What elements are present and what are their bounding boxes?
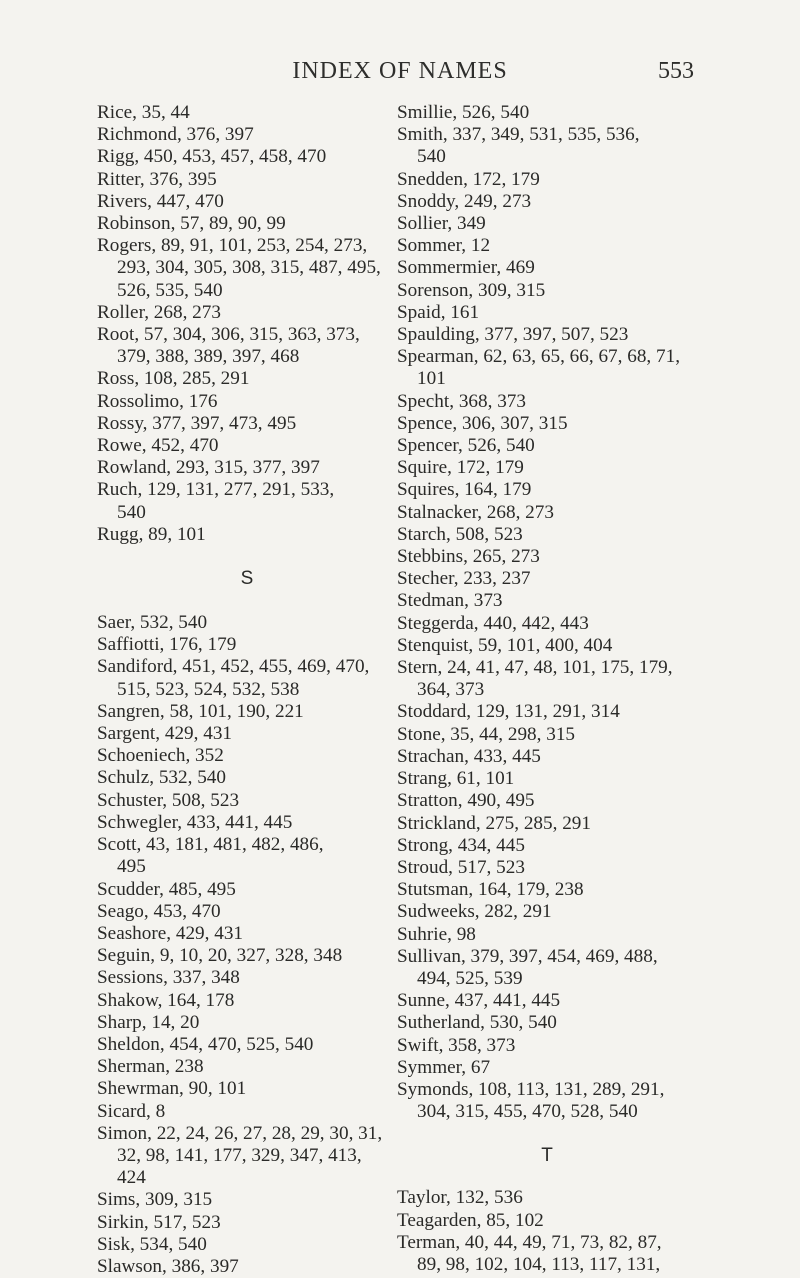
index-entry <box>97 1234 427 1256</box>
entry-text: Sandiford, 451, 452, 455, 469, 470, <box>97 656 370 678</box>
running-head: INDEX OF NAMES <box>292 58 508 84</box>
entry-text: Sollier, 349 <box>397 213 486 235</box>
index-entry <box>97 1078 427 1100</box>
index-entry <box>97 146 427 168</box>
index-entry <box>397 391 737 413</box>
index-entry <box>397 546 737 568</box>
entry-text: Sims, 309, 315 <box>97 1189 213 1211</box>
page-header <box>0 58 800 90</box>
entry-text: Snoddy, 249, 273 <box>397 190 532 212</box>
index-entry <box>97 1212 427 1234</box>
entry-continuation: 540 <box>117 501 146 523</box>
index-entry <box>397 1187 737 1209</box>
entry-text: Starch, 508, 523 <box>397 523 523 545</box>
entry-text: Sorenson, 309, 315 <box>397 279 546 301</box>
entry-text: Rogers, 89, 91, 101, 253, 254, 273, <box>97 235 368 257</box>
index-entry <box>97 923 427 945</box>
index-entry <box>97 435 427 457</box>
entry-text: Saffiotti, 176, 179 <box>97 634 237 656</box>
index-entry <box>397 1079 737 1123</box>
entry-text: Spaid, 161 <box>397 301 480 323</box>
entry-text: Seashore, 429, 431 <box>97 922 244 944</box>
entry-text: Root, 57, 304, 306, 315, 363, 373, <box>97 324 360 346</box>
entry-text: Sherman, 238 <box>97 1056 204 1078</box>
entry-text: Strang, 61, 101 <box>397 768 515 790</box>
entry-text: Spearman, 62, 63, 65, 66, 67, 68, 71, <box>397 346 680 368</box>
index-entry <box>97 368 427 390</box>
index-column-left <box>97 102 427 1278</box>
index-entry <box>97 1012 427 1034</box>
index-entry <box>97 1189 427 1211</box>
entry-text: Sunne, 437, 441, 445 <box>397 990 561 1012</box>
index-entry <box>97 767 427 789</box>
index-entry <box>397 1035 737 1057</box>
entry-text: Smith, 337, 349, 531, 535, 536, <box>397 124 640 146</box>
index-entry <box>397 879 737 901</box>
index-entry <box>397 435 737 457</box>
index-entry <box>97 235 427 302</box>
index-entry <box>97 1101 427 1123</box>
entry-text: Simon, 22, 24, 26, 27, 28, 29, 30, 31, <box>97 1122 383 1144</box>
index-entry <box>397 946 737 990</box>
entry-text: Taylor, 132, 536 <box>397 1187 523 1209</box>
index-entry <box>397 924 737 946</box>
entry-text: Sommermier, 469 <box>397 257 535 279</box>
index-entry <box>397 302 737 324</box>
index-entry <box>97 723 427 745</box>
entry-text: Schulz, 532, 540 <box>97 767 226 789</box>
entry-continuation: 304, 315, 455, 470, 528, 540 <box>417 1101 638 1123</box>
entry-text: Strachan, 433, 445 <box>397 745 541 767</box>
index-entry <box>97 324 427 368</box>
entry-text: Steggerda, 440, 442, 443 <box>397 612 589 634</box>
entry-continuation: 495 <box>117 856 146 878</box>
entry-text: Saer, 532, 540 <box>97 612 208 634</box>
entry-continuation: 293, 304, 305, 308, 315, 487, 495, <box>117 257 381 279</box>
index-entry <box>97 391 427 413</box>
entry-text: Strong, 434, 445 <box>397 834 525 856</box>
entry-text: Sessions, 337, 348 <box>97 967 240 989</box>
index-entry <box>397 102 737 124</box>
index-entry <box>397 235 737 257</box>
entry-text: Slawson, 386, 397 <box>97 1255 239 1277</box>
entry-text: Scudder, 485, 495 <box>97 878 236 900</box>
index-entry <box>97 790 427 812</box>
entry-text: Stutsman, 164, 179, 238 <box>397 879 584 901</box>
index-entry <box>397 724 737 746</box>
index-entry <box>97 124 427 146</box>
index-entry <box>397 635 737 657</box>
entry-text: Ross, 108, 285, 291 <box>97 368 250 390</box>
entry-text: Shakow, 164, 178 <box>97 989 235 1011</box>
index-entry <box>397 813 737 835</box>
entry-text: Rice, 35, 44 <box>97 102 190 123</box>
entry-text: Squire, 172, 179 <box>397 457 524 479</box>
entry-text: Symmer, 67 <box>397 1056 491 1078</box>
page-number: 553 <box>658 58 694 84</box>
index-entry <box>397 835 737 857</box>
index-entry <box>97 413 427 435</box>
entry-continuation: 424 <box>117 1167 146 1189</box>
entry-text: Stedman, 373 <box>397 590 503 612</box>
index-entry <box>397 568 737 590</box>
index-entry <box>397 280 737 302</box>
index-entry <box>397 502 737 524</box>
entry-text: Schoeniech, 352 <box>97 745 224 767</box>
entry-text: Snedden, 172, 179 <box>397 168 540 190</box>
index-entry <box>97 745 427 767</box>
index-entry <box>397 1012 737 1034</box>
entry-continuation: 540 <box>417 146 446 168</box>
entry-text: Specht, 368, 373 <box>397 390 526 412</box>
index-entry <box>97 812 427 834</box>
entry-text: Sisk, 534, 540 <box>97 1233 207 1255</box>
index-entry <box>97 879 427 901</box>
section-letter: S <box>240 568 254 590</box>
index-entry <box>97 612 427 634</box>
entry-text: Sheldon, 454, 470, 525, 540 <box>97 1033 314 1055</box>
entry-text: Spaulding, 377, 397, 507, 523 <box>397 324 629 346</box>
entry-text: Strickland, 275, 285, 291 <box>397 812 591 834</box>
index-entry <box>97 834 427 878</box>
entry-text: Spence, 306, 307, 315 <box>397 412 568 434</box>
index-entry <box>397 790 737 812</box>
entry-text: Seago, 453, 470 <box>97 900 221 922</box>
entry-text: Scott, 43, 181, 481, 482, 486, <box>97 834 324 856</box>
entry-text: Schwegler, 433, 441, 445 <box>97 811 293 833</box>
entry-text: Sangren, 58, 101, 190, 221 <box>97 700 304 722</box>
index-entry <box>397 590 737 612</box>
index-entry <box>97 524 427 546</box>
index-entry <box>397 990 737 1012</box>
index-entry <box>397 1232 737 1276</box>
entry-text: Stenquist, 59, 101, 400, 404 <box>397 634 613 656</box>
entry-text: Stalnacker, 268, 273 <box>397 501 554 523</box>
entry-continuation: 364, 373 <box>417 679 485 701</box>
entry-continuation: 32, 98, 141, 177, 329, 347, 413, <box>117 1144 362 1166</box>
index-entry <box>97 102 427 124</box>
index-entry <box>97 1123 427 1190</box>
index-entry <box>397 768 737 790</box>
index-entry <box>97 213 427 235</box>
entry-text: Rowland, 293, 315, 377, 397 <box>97 457 320 479</box>
index-entry <box>397 657 737 701</box>
entry-text: Squires, 164, 179 <box>397 479 532 501</box>
entry-continuation: 494, 525, 539 <box>417 967 523 989</box>
index-entry <box>397 413 737 435</box>
entry-continuation: 526, 535, 540 <box>117 279 223 301</box>
entry-text: Rossolimo, 176 <box>97 390 218 412</box>
entry-text: Sirkin, 517, 523 <box>97 1211 221 1233</box>
entry-text: Schuster, 508, 523 <box>97 789 240 811</box>
entry-text: Stone, 35, 44, 298, 315 <box>397 723 576 745</box>
index-entry <box>97 656 427 700</box>
entry-text: Stecher, 233, 237 <box>397 568 531 590</box>
entry-text: Stern, 24, 41, 47, 48, 101, 175, 179, <box>397 657 673 679</box>
entry-text: Spencer, 526, 540 <box>397 435 535 457</box>
entry-text: Robinson, 57, 89, 90, 99 <box>97 213 286 235</box>
entry-text: Rivers, 447, 470 <box>97 190 224 212</box>
entry-continuation: 89, 98, 102, 104, 113, 117, 131, <box>417 1253 661 1275</box>
entry-text: Sommer, 12 <box>397 235 491 257</box>
entry-text: Sicard, 8 <box>97 1100 166 1122</box>
entry-text: Sutherland, 530, 540 <box>397 1012 557 1034</box>
entry-text: Teagarden, 85, 102 <box>397 1209 544 1231</box>
index-entry <box>97 1034 427 1056</box>
index-entry <box>397 191 737 213</box>
entry-text: Symonds, 108, 113, 131, 289, 291, <box>397 1078 665 1100</box>
entry-text: Stroud, 517, 523 <box>397 856 525 878</box>
entry-text: Stoddard, 129, 131, 291, 314 <box>397 701 620 723</box>
index-entry <box>97 990 427 1012</box>
entry-text: Sullivan, 379, 397, 454, 469, 488, <box>397 945 658 967</box>
index-entry <box>397 857 737 879</box>
entry-text: Roller, 268, 273 <box>97 301 221 323</box>
index-entry <box>397 169 737 191</box>
entry-text: Ritter, 376, 395 <box>97 168 217 190</box>
entry-text: Sargent, 429, 431 <box>97 723 233 745</box>
entry-text: Smillie, 526, 540 <box>397 102 530 123</box>
index-entry <box>97 457 427 479</box>
entry-continuation: 101 <box>417 368 446 390</box>
index-entry <box>397 613 737 635</box>
section-letter: T <box>541 1145 553 1167</box>
entry-text: Suhrie, 98 <box>397 923 476 945</box>
entry-text: Rossy, 377, 397, 473, 495 <box>97 412 297 434</box>
index-entry <box>97 634 427 656</box>
entry-text: Rigg, 450, 453, 457, 458, 470 <box>97 146 327 168</box>
index-entry <box>397 124 737 168</box>
entry-text: Richmond, 376, 397 <box>97 124 254 146</box>
entry-text: Stebbins, 265, 273 <box>397 546 540 568</box>
entry-text: Terman, 40, 44, 49, 71, 73, 82, 87, <box>397 1231 662 1253</box>
index-entry <box>97 169 427 191</box>
index-entry <box>397 1210 737 1232</box>
index-entry <box>97 701 427 723</box>
entry-text: Rowe, 452, 470 <box>97 435 219 457</box>
entry-text: Swift, 358, 373 <box>397 1034 516 1056</box>
entry-text: Shewrman, 90, 101 <box>97 1078 247 1100</box>
index-entry <box>397 324 737 346</box>
index-entry <box>97 1256 427 1278</box>
index-entry <box>97 479 427 523</box>
entry-text: Seguin, 9, 10, 20, 327, 328, 348 <box>97 945 343 967</box>
index-entry <box>397 213 737 235</box>
index-entry <box>397 257 737 279</box>
index-entry <box>97 967 427 989</box>
index-entry <box>97 901 427 923</box>
index-entry <box>397 901 737 923</box>
entry-continuation: 379, 388, 389, 397, 468 <box>117 346 300 368</box>
index-entry <box>97 302 427 324</box>
index-column-right <box>397 102 737 1276</box>
entry-text: Stratton, 490, 495 <box>397 790 535 812</box>
entry-text: Sudweeks, 282, 291 <box>397 901 552 923</box>
index-entry <box>97 1056 427 1078</box>
entry-text: Ruch, 129, 131, 277, 291, 533, <box>97 479 335 501</box>
index-entry <box>397 701 737 723</box>
index-entry <box>397 746 737 768</box>
entry-text: Sharp, 14, 20 <box>97 1011 200 1033</box>
entry-text: Rugg, 89, 101 <box>97 523 206 545</box>
index-entry <box>397 457 737 479</box>
index-entry <box>397 524 737 546</box>
index-entry <box>97 191 427 213</box>
index-entry <box>397 1057 737 1079</box>
index-entry <box>97 945 427 967</box>
entry-continuation: 515, 523, 524, 532, 538 <box>117 678 300 700</box>
index-entry <box>397 346 737 390</box>
index-entry <box>397 479 737 501</box>
